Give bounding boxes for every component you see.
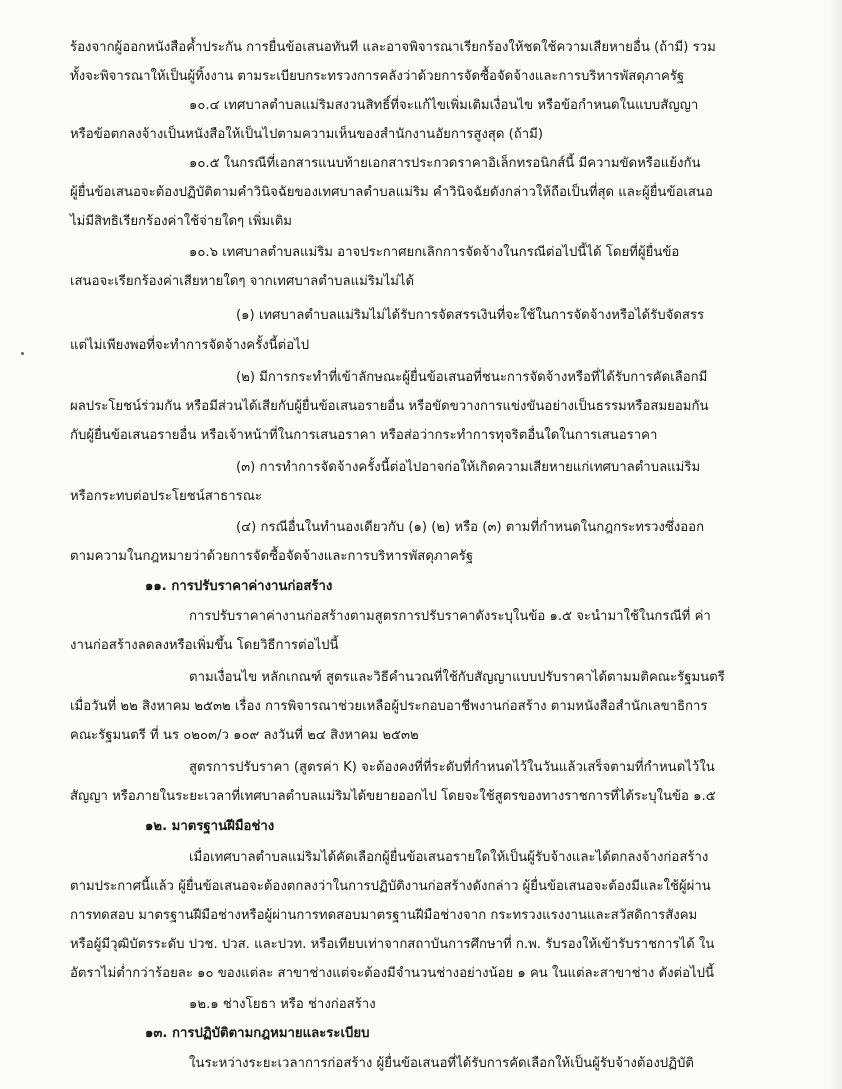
text-line: เสนอจะเรียกร้องค่าเสียหายใดๆ จากเทศบาลตำบลแม่ริมไม่ได้: [70, 274, 415, 289]
text-line: เมื่อเทศบาลตำบลแม่ริมได้คัดเลือกผู้ยื่นข้อเสนอรายใดให้เป็นผู้รับจ้างและได้ตกลงจ้างก่อสร้าง: [189, 850, 709, 865]
section-heading: ๑๑. การปรับราคาค่างานก่อสร้าง: [145, 579, 333, 594]
section-heading: ๑๓. การปฏิบัติตามกฎหมายและระเบียบ: [145, 1026, 370, 1041]
section-heading: ๑๒. มาตรฐานฝีมือช่าง: [145, 819, 275, 834]
text-line: กับผู้ยื่นข้อเสนอรายอื่น หรือเจ้าหน้าที่ในการเสนอราคา หรือส่อว่ากระทำการทุจริตอื่นใดในการเสนอราคา: [70, 428, 658, 443]
text-line: คณะรัฐมนตรี ที่ นร ๐๒๐๓/ว ๑๐๙ ลงวันที่ ๒๔ สิงหาคม ๒๕๓๒: [70, 728, 419, 743]
text-line: หรือผู้มีวุฒิบัตรระดับ ปวช. ปวส. และปวท. หรือเทียบเท่าจากสถาบันการศึกษาที่ ก.พ. รับรองให้เข้ารับราชการได้ ใน: [70, 937, 715, 952]
text-line: การปรับราคาค่างานก่อสร้างตามสูตรการปรับราคาดังระบุในข้อ ๑.๕ จะนำมาใช้ในกรณีที่ ค่า: [189, 609, 711, 624]
text-line: ๑๒.๑ ช่างโยธา หรือ ช่างก่อสร้าง: [189, 997, 376, 1012]
text-line: ๑๐.๖ เทศบาลตำบลแม่ริม อาจประกาศยกเลิกการจัดจ้างในกรณีต่อไปนี้ได้ โดยที่ผู้ยื่นข้อ: [189, 245, 680, 260]
text-line: ร้องจากผู้ออกหนังสือค้ำประกัน การยื่นข้อเสนอทันที และอาจพิจารณาเรียกร้องให้ชดใช้ความเสียหายอื่น (ถ้ามี) รวม: [70, 40, 716, 55]
text-line: ในระหว่างระยะเวลาการก่อสร้าง ผู้ยื่นข้อเสนอที่ได้รับการคัดเลือกให้เป็นผู้รับจ้างต้องปฏิบัติ: [189, 1056, 694, 1071]
text-line: ผลประโยชน์ร่วมกัน หรือมีส่วนได้เสียกับผู้ยื่นข้อเสนอรายอื่น หรือขัดขวางการแข่งขันอย่างเป็นธรรมหรือสมยอมกัน: [70, 399, 709, 414]
text-line: สูตรการปรับราคา (สูตรค่า K) จะต้องคงที่ที่ระดับที่กำหนดไว้ในวันแล้วเสร็จตามที่กำหนดไว้ใน: [189, 760, 715, 775]
text-line: (๓) การทำการจัดจ้างครั้งนี้ต่อไปอาจก่อให้เกิดความเสียหายแก่เทศบาลตำบลแม่ริม: [236, 460, 701, 475]
text-line: ทั้งจะพิจารณาให้เป็นผู้ทิ้งงาน ตามระเบียบกระทรวงการคลังว่าด้วยการจัดซื้อจัดจ้างและการบริหารพัสดุภาครัฐ: [70, 69, 685, 84]
text-line: งานก่อสร้างลดลงหรือเพิ่มขึ้น โดยวิธีการต่อไปนี้: [70, 638, 339, 653]
text-line: แต่ไม่เพียงพอที่จะทำการจัดจ้างครั้งนี้ต่อไป: [70, 338, 310, 353]
text-line: ตามความในกฎหมายว่าด้วยการจัดซื้อจัดจ้างและการบริหารพัสดุภาครัฐ: [70, 549, 474, 564]
text-line: (๔) กรณีอื่นในทำนองเดียวกับ (๑) (๒) หรือ (๓) ตามที่กำหนดในกฎกระทรวงซึ่งออก: [236, 520, 705, 535]
text-line: ๑๐.๔ เทศบาลตำบลแม่ริมสงวนสิทธิ์ที่จะแก้ไขเพิ่มเติมเงื่อนไข หรือข้อกำหนดในแบบสัญญา: [189, 98, 699, 113]
text-line: การทดสอบ มาตรฐานฝีมือช่างหรือผู้ผ่านการทดสอบมาตรฐานฝีมือช่างจาก กระทรวงแรงงานและสวัสดิการสังคม: [70, 908, 698, 923]
text-line: ตามประกาศนี้แล้ว ผู้ยื่นข้อเสนอจะต้องตกลงว่าในการปฏิบัติงานก่อสร้างดังกล่าว ผู้ยื่นข้อเสนอจะต้องมีและใช้ผู้ผ่าน: [70, 879, 711, 894]
page-edge-shadow: [828, 0, 842, 1089]
text-line: ตามเงื่อนไข หลักเกณฑ์ สูตรและวิธีคำนวณที่ใช้กับสัญญาแบบปรับราคาได้ตามมติคณะรัฐมนตรี: [189, 670, 725, 685]
scan-speck: [21, 352, 24, 355]
text-line: เมื่อวันที่ ๒๒ สิงหาคม ๒๕๓๒ เรื่อง การพิจารณาช่วยเหลือผู้ประกอบอาชีพงานก่อสร้าง ตามหนังสือสำนักเลขาธิการ: [70, 699, 708, 714]
text-line: ๑๐.๕ ในกรณีที่เอกสารแนบท้ายเอกสารประกวดราคาอิเล็กทรอนิกส์นี้ มีความขัดหรือแย้งกัน: [189, 156, 701, 171]
text-line: (๑) เทศบาลตำบลแม่ริมไม่ได้รับการจัดสรรเงินที่จะใช้ในการจัดจ้างหรือได้รับจัดสรร: [236, 308, 705, 323]
text-line: (๒) มีการกระทำที่เข้าลักษณะผู้ยื่นข้อเสนอที่ชนะการจัดจ้างหรือที่ได้รับการคัดเลือกมี: [236, 370, 708, 385]
text-line: อัตราไม่ต่ำกว่าร้อยละ ๑๐ ของแต่ละ สาขาช่างแต่จะต้องมีจำนวนช่างอย่างน้อย ๑ คน ในแต่ละสาขาช่าง ดังต่อไปนี้: [70, 966, 715, 981]
text-line: ผู้ยื่นข้อเสนอจะต้องปฏิบัติตามคำวินิจฉัยของเทศบาลตำบลแม่ริม คำวินิจฉัยดังกล่าวให้ถือเป็นที่สุด และผู้ยื่นข้อเสนอ: [70, 185, 713, 200]
text-line: สัญญา หรือภายในระยะเวลาที่เทศบาลตำบลแม่ริมได้ขยายออกไป โดยจะใช้สูตรของทางราชการที่ได้ระบุในข้อ ๑.๕: [70, 789, 716, 804]
text-line: ไม่มีสิทธิเรียกร้องค่าใช้จ่ายใดๆ เพิ่มเติม: [70, 214, 292, 229]
text-line: หรือข้อตกลงจ้างเป็นหนังสือให้เป็นไปตามความเห็นของสำนักงานอัยการสูงสุด (ถ้ามี): [70, 127, 543, 142]
text-line: หรือกระทบต่อประโยชน์สาธารณะ: [70, 489, 263, 504]
